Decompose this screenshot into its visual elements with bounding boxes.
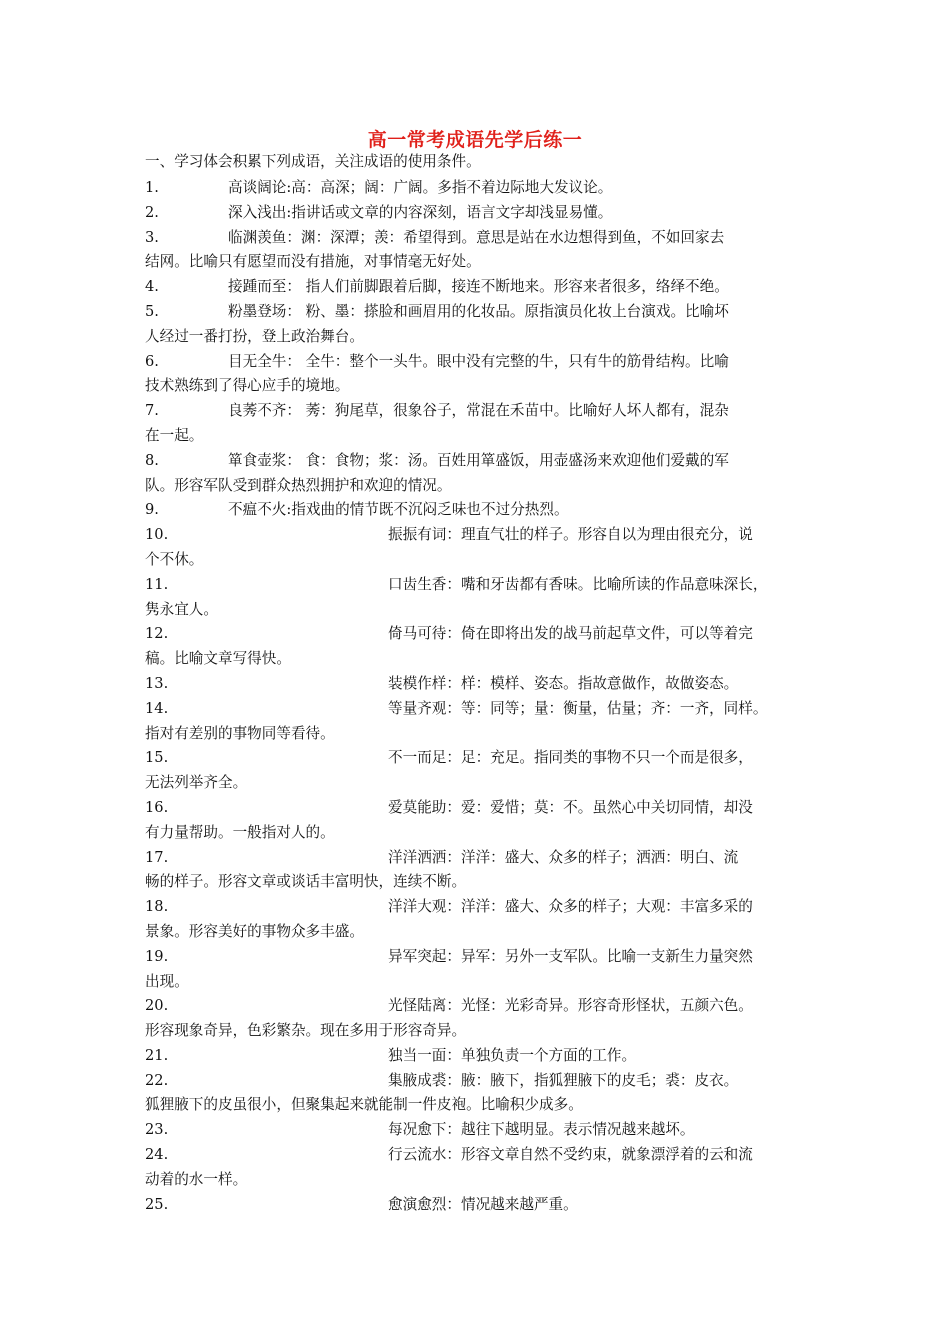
item-number: 21. xyxy=(145,1046,169,1064)
item-continuation: 结网。比喻只有愿望而没有措施，对事情毫无好处。 xyxy=(145,253,481,271)
item-number: 11. xyxy=(145,575,169,593)
list-item xyxy=(145,1069,815,1119)
list-item xyxy=(145,350,815,400)
item-number: 6. xyxy=(145,352,159,370)
list-item xyxy=(145,523,815,573)
list-item xyxy=(145,201,815,226)
list-item xyxy=(145,1193,815,1218)
item-text: 爱莫能助：爱：爱惜；莫：不。虽然心中关切同情，却没 xyxy=(388,798,753,816)
list-item xyxy=(145,945,815,995)
list-item xyxy=(145,449,815,499)
item-continuation: 队。形容军队受到群众热烈拥护和欢迎的情况。 xyxy=(145,476,452,494)
item-number: 13. xyxy=(145,674,169,692)
item-text: 洋洋大观：洋洋：盛大、众多的样子；大观：丰富多采的 xyxy=(388,898,753,916)
item-number: 17. xyxy=(145,848,169,866)
item-continuation: 隽永宜人。 xyxy=(145,600,218,618)
item-continuation: 稿。比喻文章写得快。 xyxy=(145,650,291,668)
item-text: 愈演愈烈：情况越来越严重。 xyxy=(388,1195,578,1213)
item-text: 口齿生香：嘴和牙齿都有香味。比喻所读的作品意味深长， xyxy=(388,575,768,593)
list-item xyxy=(145,796,815,846)
item-number: 18. xyxy=(145,898,169,916)
item-continuation: 个不休。 xyxy=(145,550,204,568)
list-item xyxy=(145,300,815,350)
item-number: 5. xyxy=(145,302,159,320)
item-continuation: 在一起。 xyxy=(145,426,204,444)
item-continuation: 无法列举齐全。 xyxy=(145,774,248,792)
item-number: 1. xyxy=(145,179,159,196)
list-item xyxy=(145,895,815,945)
item-text: 振振有词：理直气壮的样子。形容自以为理由很充分，说 xyxy=(388,526,753,544)
list-item xyxy=(145,994,815,1044)
item-number: 7. xyxy=(145,402,159,420)
item-continuation: 动着的水一样。 xyxy=(145,1170,248,1188)
item-continuation: 人经过一番打扮，登上政治舞台。 xyxy=(145,327,364,345)
item-text: 临渊羡鱼：渊：深潭；羡：希望得到。意思是站在水边想得到鱼，不如回家去 xyxy=(228,228,725,246)
item-text: 异军突起：异军：另外一支军队。比喻一支新生力量突然 xyxy=(388,947,753,965)
item-continuation: 技术熟练到了得心应手的境地。 xyxy=(145,377,350,395)
item-number: 9. xyxy=(145,501,159,519)
item-number: 20. xyxy=(145,997,169,1015)
item-text: 洋洋洒洒：洋洋：盛大、众多的样子；洒洒：明白、流 xyxy=(388,848,739,866)
item-number: 4. xyxy=(145,278,159,296)
list-item xyxy=(145,1143,815,1193)
item-continuation: 指对有差别的事物同等看待。 xyxy=(145,724,335,742)
list-item xyxy=(145,672,815,697)
item-number: 2. xyxy=(145,203,159,221)
item-text: 集腋成裘：腋：腋下，指狐狸腋下的皮毛；裘：皮衣。 xyxy=(388,1071,739,1089)
item-text: 粉墨登场： 粉、墨：搽脸和画眉用的化妆品。原指演员化妆上台演戏。比喻坏 xyxy=(228,302,729,320)
item-text: 高谈阔论:高：高深；阔：广阔。多指不着边际地大发议论。 xyxy=(228,179,613,196)
item-continuation: 形容现象奇异，色彩繁杂。现在多用于形容奇异。 xyxy=(145,1022,467,1040)
item-text: 深入浅出:指讲话或文章的内容深刻，语言文字却浅显易懂。 xyxy=(228,203,613,221)
item-text: 箪食壶浆： 食：食物；浆：汤。百姓用箪盛饭，用壶盛汤来欢迎他们爱戴的军 xyxy=(228,451,729,469)
list-item xyxy=(145,399,815,449)
item-number: 19. xyxy=(145,947,169,965)
item-continuation: 畅的样子。形容文章或谈话丰富明快，连续不断。 xyxy=(145,873,467,891)
item-number: 12. xyxy=(145,625,169,643)
list-item xyxy=(145,846,815,896)
list-item xyxy=(145,176,815,201)
item-text: 良莠不齐： 莠：狗尾草，很象谷子，常混在禾苗中。比喻好人坏人都有，混杂 xyxy=(228,402,729,420)
item-number: 8. xyxy=(145,451,159,469)
item-text: 不瘟不火:指戏曲的情节既不沉闷乏味也不过分热烈。 xyxy=(228,501,569,519)
list-item xyxy=(145,622,815,672)
item-text: 目无全牛： 全牛：整个一头牛。眼中没有完整的牛，只有牛的筋骨结构。比喻 xyxy=(228,352,729,370)
list-item xyxy=(145,1118,815,1143)
list-item xyxy=(145,573,815,623)
item-text: 倚马可待：倚在即将出发的战马前起草文件，可以等着完 xyxy=(388,625,753,643)
item-continuation: 景象。形容美好的事物众多丰盛。 xyxy=(145,922,364,940)
item-text: 行云流水：形容文章自然不受约束，就象漂浮着的云和流 xyxy=(388,1146,753,1164)
item-text: 不一而足：足：充足。指同类的事物不只一个而是很多， xyxy=(388,749,753,767)
item-number: 10. xyxy=(145,526,169,544)
item-continuation: 狐狸腋下的皮虽很小，但聚集起来就能制一件皮袍。比喻积少成多。 xyxy=(145,1096,583,1114)
item-text: 独当一面：单独负责一个方面的工作。 xyxy=(388,1046,637,1064)
section-intro: 一、学习体会积累下列成语，关注成语的使用条件。 xyxy=(145,153,481,170)
item-number: 22. xyxy=(145,1071,169,1089)
list-item xyxy=(145,498,815,523)
item-text: 等量齐观：等：同等；量：衡量，估量；齐：一齐，同样。 xyxy=(388,699,768,717)
idiom-list xyxy=(145,176,815,1217)
item-number: 25. xyxy=(145,1195,169,1213)
item-text: 接踵而至： 指人们前脚跟着后脚，接连不断地来。形容来者很多，络绎不绝。 xyxy=(228,278,729,296)
page-title: 高一常考成语先学后练一 xyxy=(367,129,583,151)
item-text: 光怪陆离：光怪：光彩奇异。形容奇形怪状，五颜六色。 xyxy=(388,997,753,1015)
item-continuation: 有力量帮助。一般指对人的。 xyxy=(145,823,335,841)
list-item xyxy=(145,275,815,300)
item-continuation: 出现。 xyxy=(145,972,189,990)
item-number: 3. xyxy=(145,228,159,246)
list-item xyxy=(145,226,815,276)
item-text: 装模作样：样：模样、姿态。指故意做作，故做姿态。 xyxy=(388,674,739,692)
list-item xyxy=(145,746,815,796)
item-number: 16. xyxy=(145,798,169,816)
item-number: 24. xyxy=(145,1146,169,1164)
item-text: 每况愈下：越往下越明显。表示情况越来越坏。 xyxy=(388,1121,695,1139)
list-item xyxy=(145,697,815,747)
item-number: 15. xyxy=(145,749,169,767)
list-item xyxy=(145,1044,815,1069)
item-number: 23. xyxy=(145,1121,169,1139)
item-number: 14. xyxy=(145,699,169,717)
